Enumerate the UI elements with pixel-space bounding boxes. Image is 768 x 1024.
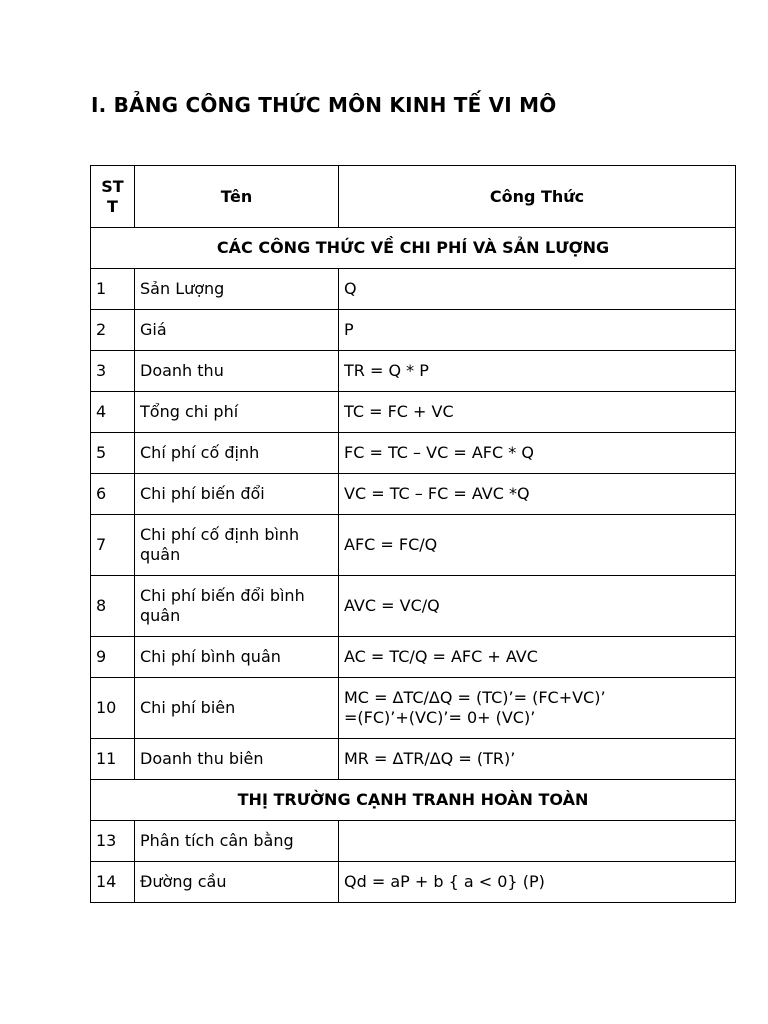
header-stt-line2: T: [107, 196, 118, 216]
row-formula: [339, 821, 736, 862]
header-stt-line1: ST: [101, 176, 124, 196]
row-formula: P: [339, 310, 736, 351]
row-name: Chi phí biến đổi: [135, 474, 339, 515]
row-formula: MR = ΔTR/ΔQ = (TR)’: [339, 739, 736, 780]
row-stt: 2: [91, 310, 135, 351]
row-formula: Q: [339, 269, 736, 310]
row-name: Sản Lượng: [135, 269, 339, 310]
row-stt: 3: [91, 351, 135, 392]
row-stt: 7: [91, 515, 135, 576]
formula-line-2: =(FC)’+(VC)’= 0+ (VC)’: [344, 708, 536, 727]
row-name: Chí phí cố định: [135, 433, 339, 474]
header-stt: [91, 166, 135, 228]
row-name: Chi phí biến đổi bình quân: [135, 576, 339, 637]
table-row: [91, 474, 736, 515]
table-row: [91, 739, 736, 780]
table-header-row: [91, 166, 736, 228]
row-stt: 8: [91, 576, 135, 637]
row-stt: 1: [91, 269, 135, 310]
row-formula: FC = TC – VC = AFC * Q: [339, 433, 736, 474]
row-name: Phân tích cân bằng: [135, 821, 339, 862]
table-row: [91, 678, 736, 739]
section-title-costs: CÁC CÔNG THỨC VỀ CHI PHÍ VÀ SẢN LƯỢNG: [91, 228, 736, 269]
table-row: [91, 862, 736, 903]
row-stt: 9: [91, 637, 135, 678]
row-name: Giá: [135, 310, 339, 351]
row-name: Chi phí cố định bình quân: [135, 515, 339, 576]
table-row: [91, 515, 736, 576]
row-formula: Qd = aP + b { a < 0} (P): [339, 862, 736, 903]
table-row: [91, 576, 736, 637]
formula-line-1: MC = ΔTC/ΔQ = (TC)’= (FC+VC)’: [344, 688, 606, 707]
row-stt: 14: [91, 862, 135, 903]
row-name: Chi phí biên: [135, 678, 339, 739]
table-row: [91, 310, 736, 351]
header-name: Tên: [135, 166, 339, 228]
row-formula: TR = Q * P: [339, 351, 736, 392]
row-name: Doanh thu biên: [135, 739, 339, 780]
table-row: [91, 269, 736, 310]
section-row-competition: [91, 780, 736, 821]
row-formula: AFC = FC/Q: [339, 515, 736, 576]
row-formula: TC = FC + VC: [339, 392, 736, 433]
table-row: [91, 821, 736, 862]
row-name: Chi phí bình quân: [135, 637, 339, 678]
table-row: [91, 351, 736, 392]
row-formula: AVC = VC/Q: [339, 576, 736, 637]
formula-table: [90, 165, 736, 903]
table-row: [91, 637, 736, 678]
row-stt: 10: [91, 678, 135, 739]
page-title: I. BẢNG CÔNG THỨC MÔN KINH TẾ VI MÔ: [91, 93, 557, 117]
section-row-costs: [91, 228, 736, 269]
row-stt: 4: [91, 392, 135, 433]
row-formula: [339, 678, 736, 739]
row-formula: AC = TC/Q = AFC + AVC: [339, 637, 736, 678]
section-title-competition: THỊ TRƯỜNG CẠNH TRANH HOÀN TOÀN: [91, 780, 736, 821]
row-stt: 6: [91, 474, 135, 515]
row-stt: 11: [91, 739, 135, 780]
row-name: Đường cầu: [135, 862, 339, 903]
table-row: [91, 433, 736, 474]
row-formula: VC = TC – FC = AVC *Q: [339, 474, 736, 515]
row-name: Tổng chi phí: [135, 392, 339, 433]
table-row: [91, 392, 736, 433]
row-stt: 5: [91, 433, 135, 474]
header-formula: Công Thức: [339, 166, 736, 228]
row-name: Doanh thu: [135, 351, 339, 392]
row-stt: 13: [91, 821, 135, 862]
